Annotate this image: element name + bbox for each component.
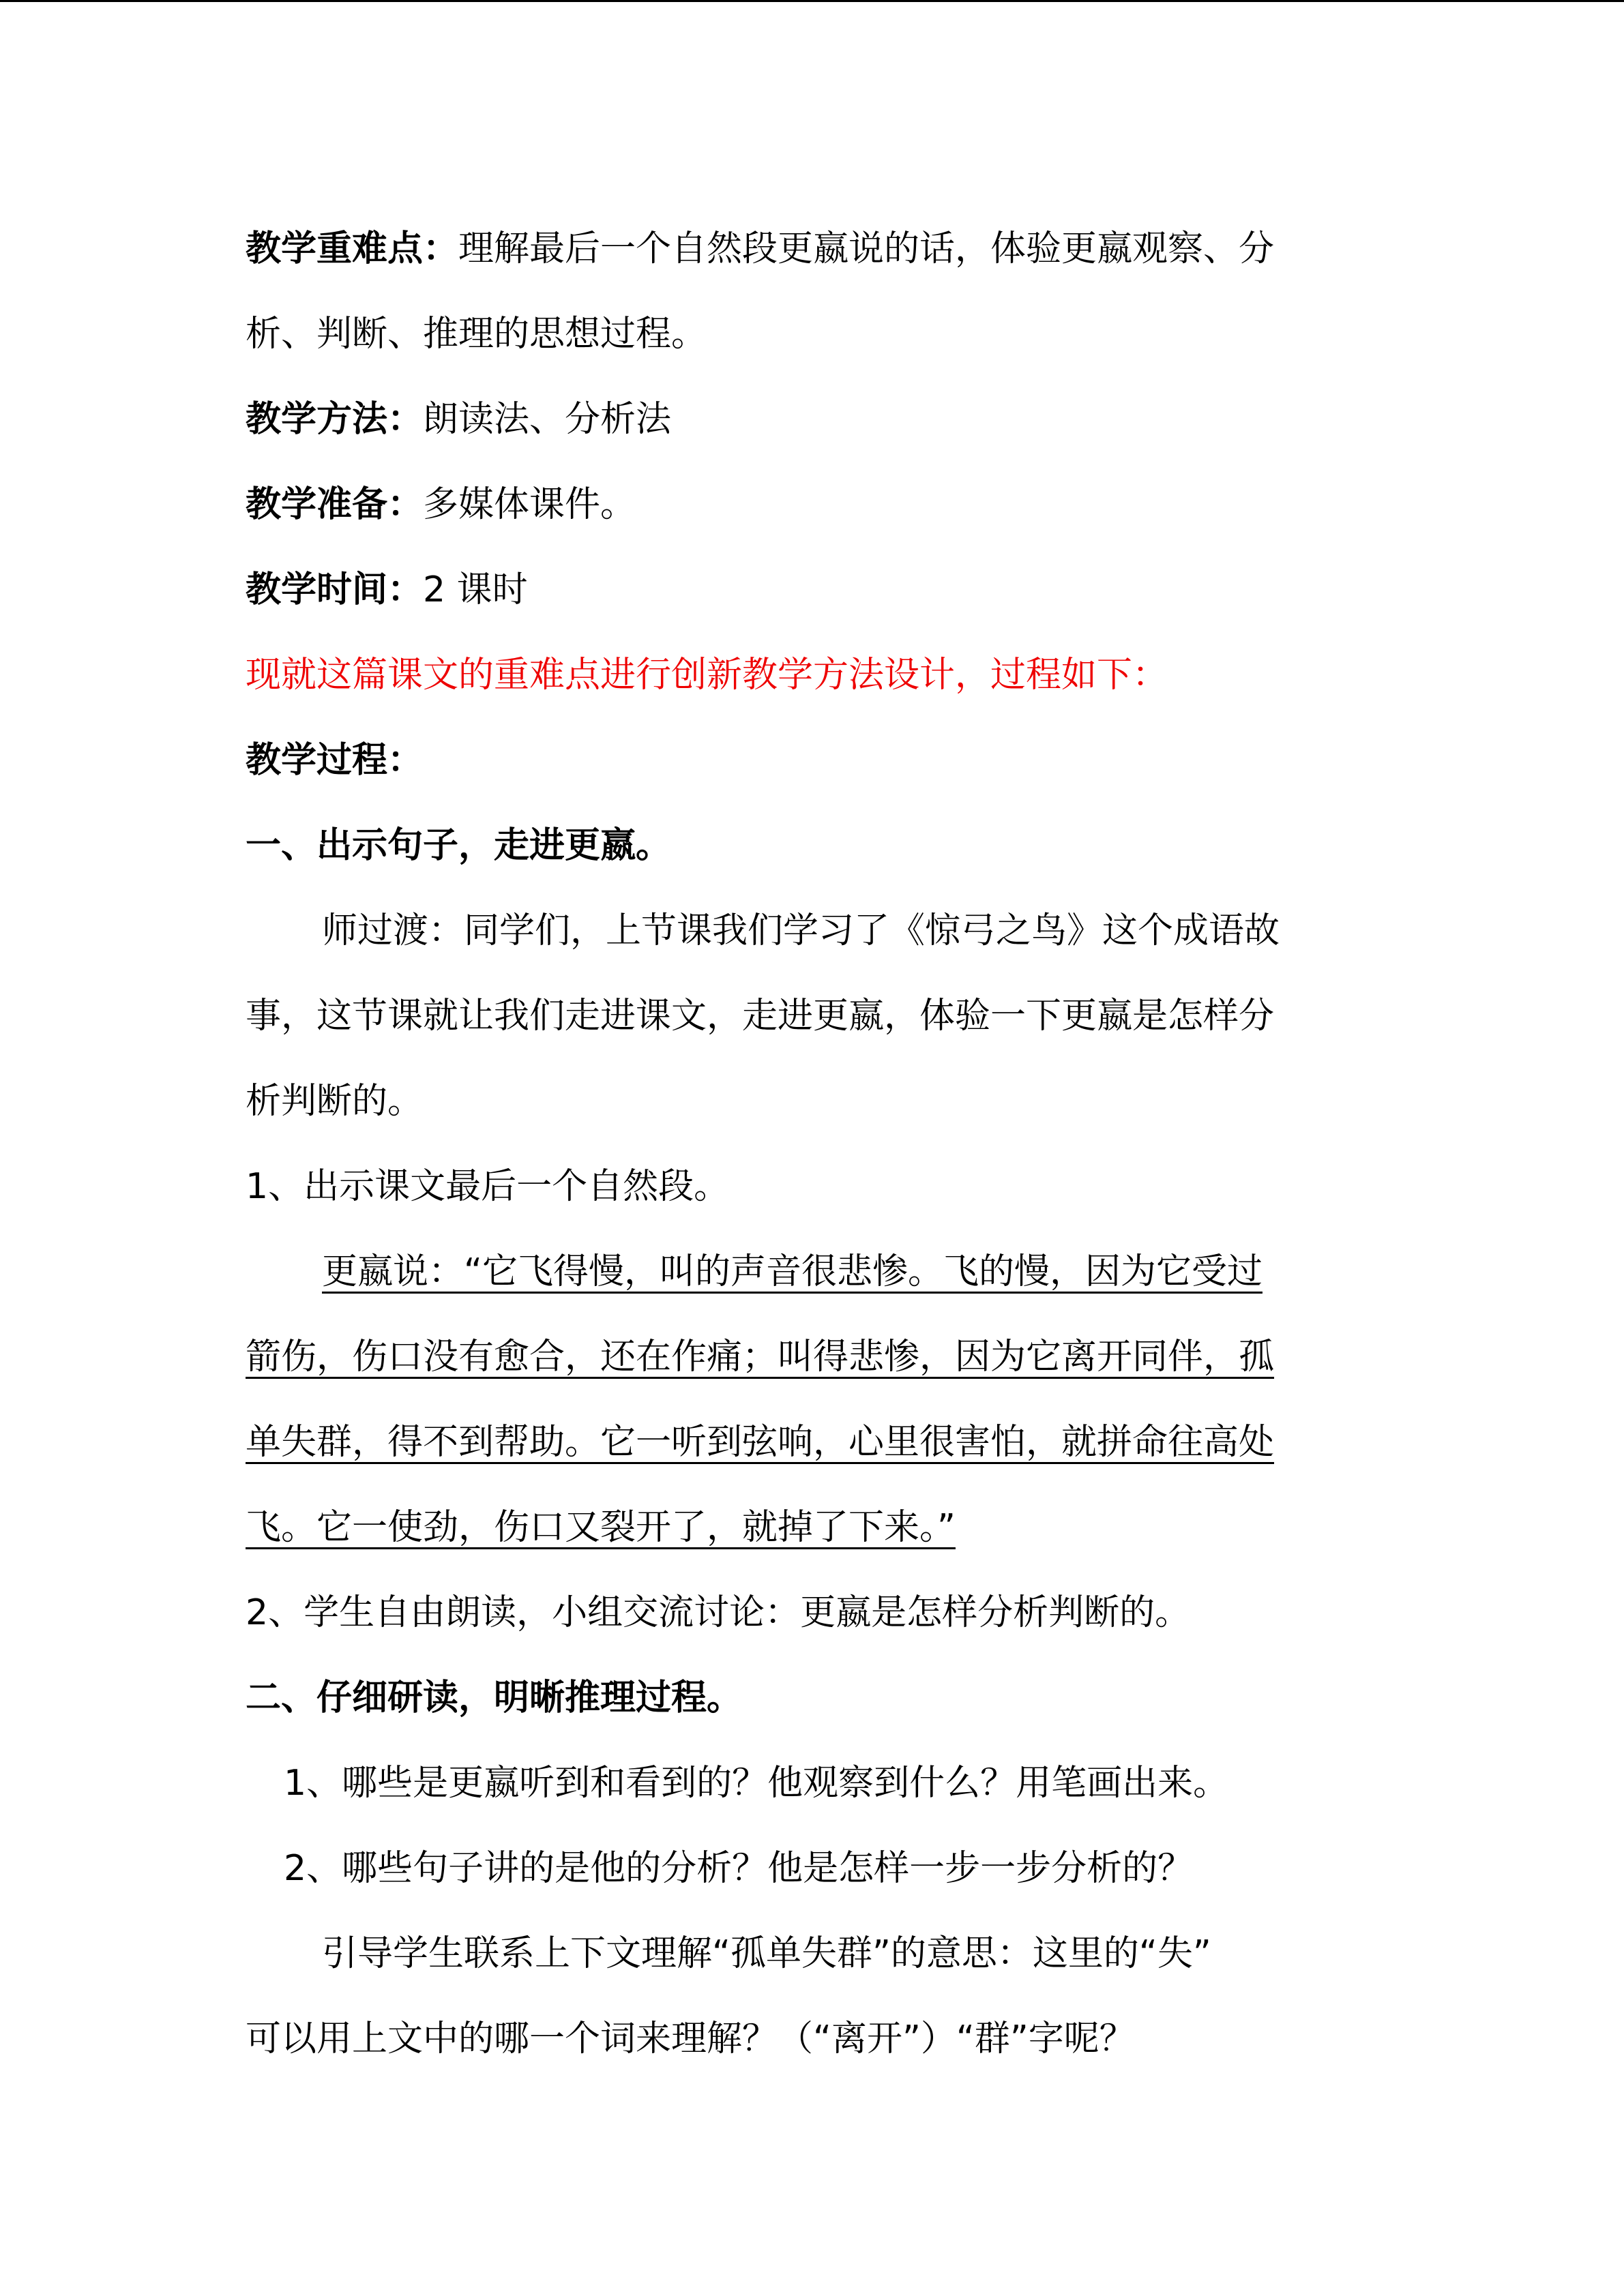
section2-question-2: 2、哪些句子讲的是他的分析？他是怎样一步一步分析的？ — [284, 1848, 1194, 1889]
section1-step2: 2、学生自由朗读，小组交流讨论：更嬴是怎样分析判断的。 — [246, 1592, 1191, 1633]
section2-guide-line-1: 引导学生联系上下文理解“孤单失群”的意思：这里的“失” — [322, 1933, 1211, 1974]
section2-guide-line-2: 可以用上文中的哪一个词来理解？（“离开”）“群”字呢？ — [246, 2018, 1135, 2059]
method-line — [246, 377, 1354, 462]
section2-heading: 二、仔细研读，明晰推理过程。 — [246, 1678, 743, 1718]
quote-text-1: 更嬴说：“它飞得慢，叫的声音很悲惨。飞的慢，因为它受过 — [322, 1251, 1263, 1292]
section1-intro-line-2: 事，这节课就让我们走进课文，走进更嬴，体验一下更嬴是怎样分 — [246, 996, 1275, 1037]
section1-step1: 1、出示课文最后一个自然段。 — [246, 1166, 730, 1207]
quote-line-1 — [246, 1229, 1354, 1315]
preparation-text: 多媒体课件。 — [423, 484, 636, 525]
time-text: 2 课时 — [423, 569, 528, 610]
quote-line-2 — [246, 1315, 1354, 1400]
difficulty-line-2 — [246, 292, 1354, 377]
section1-intro-line-3: 析判断的。 — [246, 1081, 424, 1122]
section2-question-1: 1、哪些是更嬴听到和看到的？他观察到什么？用笔画出来。 — [284, 1763, 1229, 1804]
quote-line-3 — [246, 1400, 1354, 1485]
quote-line-4 — [246, 1485, 1354, 1570]
section1-intro-line-1: 师过渡：同学们，上节课我们学习了《惊弓之鸟》这个成语故 — [322, 910, 1280, 951]
preparation-line — [246, 462, 1354, 548]
time-line — [246, 548, 1354, 633]
time-label: 教学时间： — [246, 569, 424, 610]
quote-text-2: 箭伤，伤口没有愈合，还在作痛；叫得悲惨，因为它离开同伴，孤 — [246, 1337, 1275, 1377]
difficulty-label: 教学重难点： — [246, 228, 459, 269]
document-page — [246, 207, 1354, 2082]
preparation-label: 教学准备： — [246, 484, 424, 525]
method-text: 朗读法、分析法 — [423, 399, 672, 440]
method-label: 教学方法： — [246, 399, 424, 440]
difficulty-text-2: 析、判断、推理的思想过程。 — [246, 314, 707, 355]
difficulty-line-1 — [246, 207, 1354, 292]
process-heading: 教学过程： — [246, 740, 424, 781]
difficulty-text-1: 理解最后一个自然段更嬴说的话，体验更嬴观察、分 — [458, 228, 1275, 269]
quote-text-3: 单失群，得不到帮助。它一听到弦响，心里很害怕，就拼命往高处 — [246, 1422, 1275, 1463]
notice-line: 现就这篇课文的重难点进行创新教学方法设计，过程如下： — [246, 655, 1168, 696]
top-border-line — [0, 0, 1624, 2]
section1-heading: 一、出示句子，走进更嬴。 — [246, 825, 672, 866]
quote-text-4: 飞。它一使劲，伤口又裂开了，就掉了下来。” — [246, 1507, 956, 1548]
